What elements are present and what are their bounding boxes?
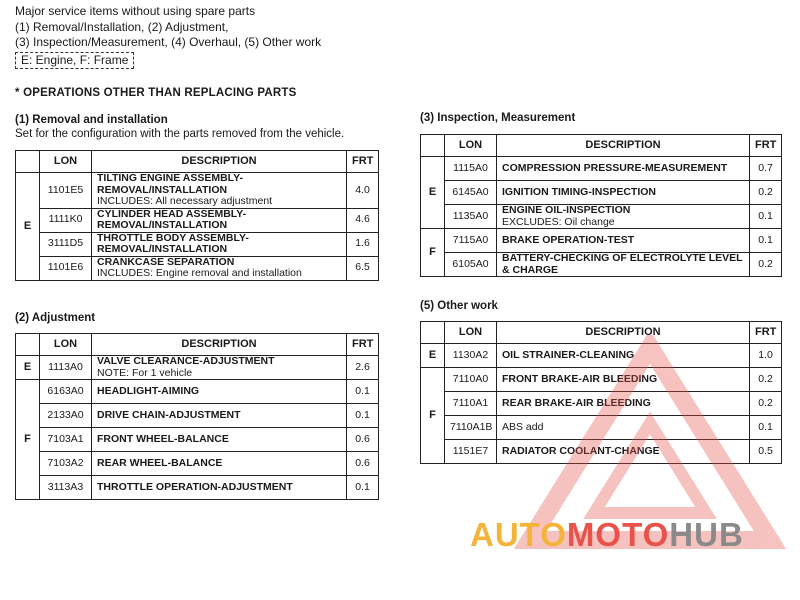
lon-cell: 6163A0 [40, 380, 92, 404]
section-title-inspection: (3) Inspection, Measurement [420, 112, 576, 124]
lon-cell: 7110A1B [445, 416, 497, 440]
frt-cell: 0.2 [750, 181, 782, 205]
group-code-cell: F [421, 229, 445, 277]
frt-cell: 0.1 [750, 229, 782, 253]
description-cell [497, 181, 750, 205]
description-main: IGNITION TIMING-INSPECTION [502, 185, 656, 198]
lon-cell: 1151E7 [445, 440, 497, 464]
description-sub: INCLUDES: All necessary adjustment [97, 195, 273, 207]
column-header-frt: FRT [750, 135, 782, 157]
lon-cell: 7110A1 [445, 392, 497, 416]
frt-cell: 0.1 [347, 404, 379, 428]
frt-cell: 2.6 [347, 356, 379, 380]
description-cell [497, 368, 750, 392]
table-row [16, 356, 379, 380]
lon-cell: 1111K0 [40, 208, 92, 232]
lon-cell: 7110A0 [445, 368, 497, 392]
column-header-lon: LON [40, 334, 92, 356]
description-cell [92, 428, 347, 452]
frt-cell: 0.2 [750, 253, 782, 277]
lon-cell: 1115A0 [445, 157, 497, 181]
description-sub: ABS add [502, 420, 544, 433]
frt-cell: 0.1 [750, 416, 782, 440]
frt-cell: 0.6 [347, 452, 379, 476]
description-cell [497, 344, 750, 368]
table-row [421, 416, 782, 440]
description-cell [497, 416, 750, 440]
lon-cell: 1130A2 [445, 344, 497, 368]
lon-cell: 7103A2 [40, 452, 92, 476]
lon-cell: 6145A0 [445, 181, 497, 205]
description-cell [497, 205, 750, 229]
section-title-other: (5) Other work [420, 300, 498, 312]
column-header-frt: FRT [347, 151, 379, 173]
column-header-frt: FRT [750, 322, 782, 344]
description-cell [92, 232, 347, 256]
description-main: FRONT WHEEL-BALANCE [97, 432, 229, 445]
table-header-row [421, 322, 782, 344]
description-main: FRONT BRAKE-AIR BLEEDING [502, 372, 658, 385]
description-main: BATTERY-CHECKING OF ELECTROLYTE LEVEL & CHARGE [502, 252, 743, 276]
frt-cell: 4.0 [347, 173, 379, 209]
table-inspection [420, 134, 782, 277]
intro-text [15, 4, 321, 51]
table-row [16, 256, 379, 280]
watermark-hub: HUB [669, 516, 744, 553]
watermark-logo-text [470, 515, 744, 555]
table-row [16, 173, 379, 209]
group-code-cell: F [421, 368, 445, 464]
lon-cell: 3113A3 [40, 476, 92, 500]
frt-cell: 0.5 [750, 440, 782, 464]
table-row [421, 344, 782, 368]
lon-cell: 6105A0 [445, 253, 497, 277]
group-code-cell: E [421, 157, 445, 229]
description-cell [92, 208, 347, 232]
table-row [421, 205, 782, 229]
column-header-frt: FRT [347, 334, 379, 356]
column-header-lon: LON [445, 135, 497, 157]
page-heading: * OPERATIONS OTHER THAN REPLACING PARTS [15, 87, 297, 99]
column-header-description: DESCRIPTION [497, 135, 750, 157]
group-code-cell: E [16, 173, 40, 281]
description-main: COMPRESSION PRESSURE-MEASUREMENT [502, 161, 728, 174]
lon-cell: 1101E5 [40, 173, 92, 209]
column-header-description: DESCRIPTION [92, 151, 347, 173]
column-header-lon: LON [40, 151, 92, 173]
table-row [16, 208, 379, 232]
table-row [421, 253, 782, 277]
table-row [421, 440, 782, 464]
description-cell [497, 392, 750, 416]
description-main: HEADLIGHT-AIMING [97, 384, 200, 397]
description-main: REAR WHEEL-BALANCE [97, 456, 223, 469]
description-cell [497, 229, 750, 253]
description-main: CRANKCASE SEPARATION [97, 255, 235, 268]
frt-cell: 0.7 [750, 157, 782, 181]
section-note-removal: Set for the configuration with the parts removed from the vehicle. [15, 128, 345, 140]
table-row [16, 380, 379, 404]
description-sub: INCLUDES: Engine removal and installation [97, 267, 302, 279]
section-title-adjustment: (2) Adjustment [15, 312, 96, 324]
column-header-description: DESCRIPTION [497, 322, 750, 344]
lon-cell: 1135A0 [445, 205, 497, 229]
description-main: BRAKE OPERATION-TEST [502, 233, 635, 246]
description-main: ENGINE OIL-INSPECTION [502, 204, 631, 216]
table-row [16, 476, 379, 500]
code-legend: E: Engine, F: Frame [15, 52, 134, 69]
description-main: THROTTLE BODY ASSEMBLY-REMOVAL/INSTALLATION [97, 231, 249, 255]
description-cell [92, 452, 347, 476]
description-main: RADIATOR COOLANT-CHANGE [502, 444, 660, 457]
description-main: DRIVE CHAIN-ADJUSTMENT [97, 408, 241, 421]
lon-cell: 7103A1 [40, 428, 92, 452]
table-row [16, 232, 379, 256]
table-row [421, 368, 782, 392]
table-row [421, 181, 782, 205]
description-cell [497, 253, 750, 277]
lon-cell: 2133A0 [40, 404, 92, 428]
table-row [16, 428, 379, 452]
intro-line-1: Major service items without using spare parts [15, 4, 256, 18]
column-header-code [16, 151, 40, 173]
table-header-row [16, 151, 379, 173]
description-cell [92, 476, 347, 500]
description-cell [497, 440, 750, 464]
table-adjustment [15, 333, 379, 500]
description-main: CYLINDER HEAD ASSEMBLY-REMOVAL/INSTALLATION [97, 207, 247, 231]
column-header-code [421, 322, 445, 344]
table-other [420, 321, 782, 464]
description-main: REAR BRAKE-AIR BLEEDING [502, 396, 651, 409]
description-cell [92, 256, 347, 280]
frt-cell: 0.1 [347, 476, 379, 500]
group-code-cell: F [16, 380, 40, 500]
column-header-description: DESCRIPTION [92, 334, 347, 356]
description-main: THROTTLE OPERATION-ADJUSTMENT [97, 480, 293, 493]
frt-cell: 0.6 [347, 428, 379, 452]
frt-cell: 0.1 [347, 380, 379, 404]
group-code-cell: E [421, 344, 445, 368]
watermark-moto: MOTO [566, 516, 670, 553]
table-header-row [16, 334, 379, 356]
table-row [16, 404, 379, 428]
watermark-auto: AUTO [470, 516, 567, 553]
lon-cell: 7115A0 [445, 229, 497, 253]
group-code-cell: E [16, 356, 40, 380]
frt-cell: 6.5 [347, 256, 379, 280]
frt-cell: 0.2 [750, 368, 782, 392]
description-cell [92, 356, 347, 380]
frt-cell: 1.6 [347, 232, 379, 256]
frt-cell: 4.6 [347, 208, 379, 232]
description-sub: NOTE: For 1 vehicle [97, 366, 193, 379]
description-main: OIL STRAINER-CLEANING [502, 348, 635, 361]
description-cell [92, 380, 347, 404]
description-main: VALVE CLEARANCE-ADJUSTMENT [97, 355, 275, 367]
frt-cell: 0.2 [750, 392, 782, 416]
frt-cell: 1.0 [750, 344, 782, 368]
description-sub: EXCLUDES: Oil change [502, 215, 615, 228]
table-row [421, 229, 782, 253]
lon-cell: 1101E6 [40, 256, 92, 280]
column-header-code [421, 135, 445, 157]
table-removal [15, 150, 379, 281]
table-row [16, 452, 379, 476]
column-header-lon: LON [445, 322, 497, 344]
column-header-code [16, 334, 40, 356]
table-header-row [421, 135, 782, 157]
table-row [421, 392, 782, 416]
description-cell [497, 157, 750, 181]
description-cell [92, 404, 347, 428]
lon-cell: 1113A0 [40, 356, 92, 380]
table-row [421, 157, 782, 181]
description-cell [92, 173, 347, 209]
intro-line-2: (1) Removal/Installation, (2) Adjustment, [15, 19, 229, 34]
intro-line-3: (3) Inspection/Measurement, (4) Overhaul, (5) Other work [15, 35, 322, 49]
description-main: TILTING ENGINE ASSEMBLY-REMOVAL/INSTALLATION [97, 172, 244, 196]
frt-cell: 0.1 [750, 205, 782, 229]
lon-cell: 3111D5 [40, 232, 92, 256]
section-title-removal: (1) Removal and installation [15, 114, 168, 126]
